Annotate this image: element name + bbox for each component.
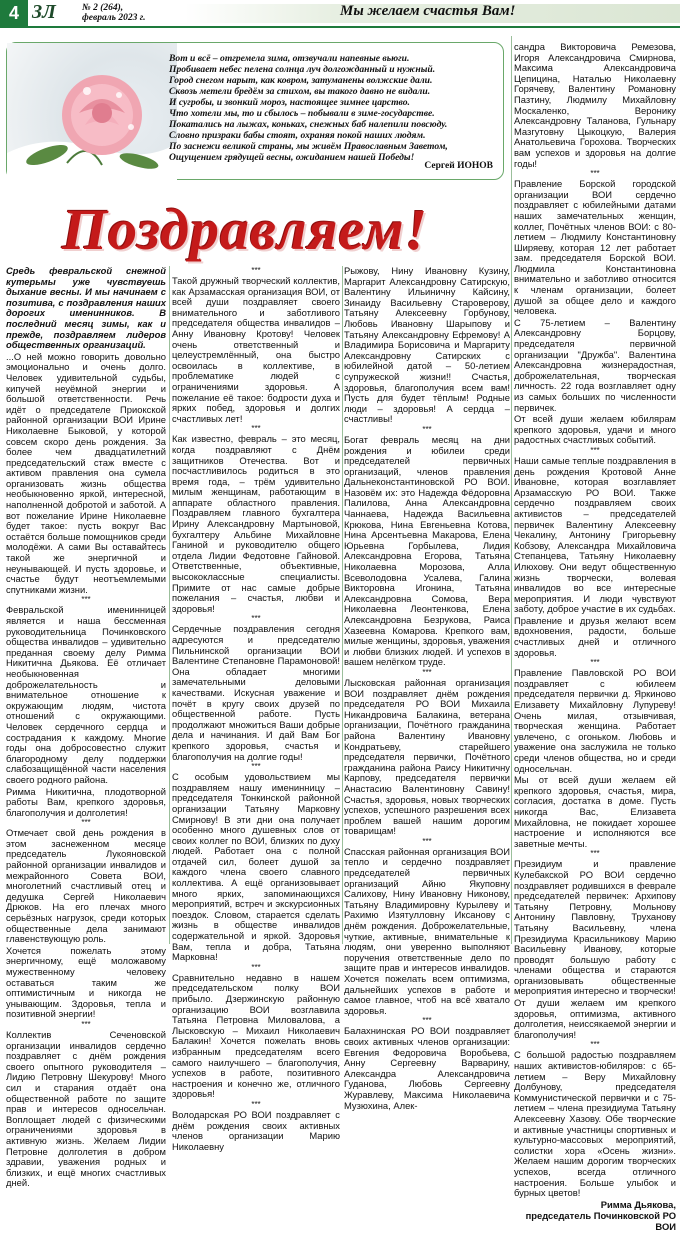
separator-stars: *** bbox=[251, 1099, 261, 1109]
rose-illustration bbox=[7, 43, 177, 181]
article-paragraph: Лысковская районная организация ВОИ поздравляет днём рождения председателя РО ВОИ Михаила Никандровича Балакина, ветерана организации, Почётного гражданина района Валентину Ивановну Кондратьеву, старейшего председателя первички, Почётного гражданина района Раису Никитичну Карпову, председателя первички Анастасию Валентиновну Савину! Счастья, здоровья, новых творческих успехов, успешного разрешения всех проблем вашей нашим дорогим товарищам! bbox=[344, 676, 510, 837]
article-paragraph: ...О ней можно говорить довольно эмоционально и очень долго. Человек удивительной судьбы, кипучей неуёмной энергии и большой ответственности. Речь идёт о председателе Приокской районной организации ВОИ Ирине Николаевне Быковой, у которой совсем скоро день рождения. За более чем двадцатилетний председательский стаж вместе с активом правления она сумела организовать жизнь общества необыкновенно яркой, интересной, наполненной добротой и заботой. А вот пожелание Ирине Николаевне будет такое: пусть вокруг Вас остаётся больше помощников среди молодёжи. А сами Вы оставайтесь такой же энергичной и неунывающей. И пусть здоровье, и счастье будут неотъемлемыми спутниками жизни. bbox=[6, 350, 166, 595]
poem-text bbox=[169, 53, 501, 163]
rose-photo bbox=[7, 43, 177, 181]
poem-author: Сергей ИОНОВ bbox=[424, 161, 493, 171]
intro-paragraph: Средь февральской снежной кутерьмы уже чувствуешь дыхание весны. И мы начинаем с позитива, с поздравления наших дорогих именинников. В последний месяц зимы, как и прежде, поздравляем лидеров общественных организаций. bbox=[6, 265, 166, 351]
signature-title: председатель Починковской РО ВОИ bbox=[525, 1210, 676, 1232]
article-paragraph: Как известно, февраль – это месяц, когда поздравляют с Днём защитников Отечества. Вот и посчастливилось родиться в это время года, – трём удивительно милым женщинам, работающим в аппарате областного правления. Поздравляем главного бухгалтера Ирину Александровну Мартыновой, бухгалтеру Альбине Михайловне Ганиной и руководителю общего отдела Лидии Федотовне Гайновой. Ответственные, объективные, высококлассные специалисты. Примите от нас самые добрые пожелания – счастья, любви и здоровья! bbox=[172, 433, 340, 614]
article-paragraph: Балахнинская РО ВОИ поздравляет своих активных членов организации: Евгения Федоровича Воробьева, Анну Сергеевну Варварину, Александра Александровича Гуданова, Любовь Сергеевну Журавлеву, Максима Николаевича Музюхина, Алек- bbox=[344, 1025, 510, 1111]
poem-line: Ощущением грядущей весны, ожиданием нашей Победы! bbox=[169, 152, 415, 163]
separator-stars: *** bbox=[81, 818, 91, 828]
column-2 bbox=[172, 266, 340, 1152]
separator-stars: *** bbox=[422, 1016, 432, 1026]
poem-line: Словно призраки бабы стоят, охраняя покой наших людям. bbox=[169, 130, 426, 141]
issue-number: № 2 (264), bbox=[82, 3, 124, 13]
article-paragraph: Римма Никитична, плодотворной работы Вам, крепкого здоровья, благополучия и долголетия! bbox=[6, 785, 166, 818]
separator-stars: *** bbox=[251, 266, 261, 275]
poem-line: Вот и всё – отгремела зима, отзвучали напевные вьюги. bbox=[169, 53, 410, 64]
separator-stars: *** bbox=[251, 762, 261, 772]
separator-stars: *** bbox=[590, 1040, 600, 1050]
newspaper-logo: ЗЛ bbox=[32, 1, 56, 23]
column-divider bbox=[169, 266, 170, 944]
column-3 bbox=[344, 265, 510, 1111]
issue-info bbox=[82, 3, 146, 23]
poem-box bbox=[6, 42, 504, 180]
poem-line: Покатались на лыжах, коньках, снежных баб налепили повсюду. bbox=[169, 119, 448, 130]
poem-line: И сугробы, и звонкий мороз, настоящее зимнее царство. bbox=[169, 97, 410, 108]
separator-stars: *** bbox=[422, 424, 432, 434]
separator-stars: *** bbox=[422, 836, 432, 846]
header-divider bbox=[0, 26, 680, 28]
signature-name: Римма Дьякова, bbox=[600, 1198, 676, 1210]
separator-stars: *** bbox=[590, 169, 600, 179]
poem-line: Что хотели мы, то и сбылось – побывали в зиме-государстве. bbox=[169, 108, 435, 119]
article-paragraph: С 75-летием – Валентину Александровну Борцову, председателя первичной организации "Дружба". Валентина Александровна жизнерадостная, доброжелательная, творческая личность. 22 года возглавляет одну из самых больших по численности первичек. bbox=[514, 316, 676, 413]
page-header bbox=[0, 0, 680, 26]
article-paragraph: сандра Викторовича Ремезова, Игоря Александровича Смирнова, Максима Александровича Цепицина, Наталью Николаевну Горячеву, Валентину Романовну Пазтину, Людмилу Михайловну Москаленко, Веронику Александровну Таланова, Гульнару Мазгутовну Цыкоцкую, Валерия Анатольевича Горохова. Творческих вам успехов и здоровья на долгие годы! bbox=[514, 41, 676, 169]
article-paragraph: Февральской именинницей является и наша бессменная руководительница Починковского общества инвалидов – удивительно преданная своему делу Римма Никитична Дьякова. Её отличает необыкновенная доброжелательность и внимательное отношение к окружающим людям, чистота отношений с окружающими. Человек сердечного сердца и сострадания к каждому. Многие годы она добросовестно служит благородному делу поддержки слабозащищённой части населения своего родного района. bbox=[6, 604, 166, 785]
article-paragraph: Хочется пожелать этому энергичному, ещё моложавому мужественному человеку оставаться таким же оптимистичным и никогда не унывающим. Здоровья, тепла и позитивной энергии! bbox=[6, 944, 166, 1020]
article-paragraph: Наши самые теплые поздравления в день рождения Кротовой Анне Ивановне, которая возглавляет Арзамасскую РО ВОИ. Также сердечно поздравляем своих активистов – председателей первичек Валентину Алексеевну Чекалину, Антонину Григорьевну Кобзову, Александра Михайловича Степанцева, Татьяну Николаевну Илюхову. Они ведут общественную жизнь творчески, волевая инвалидов во все интересные мероприятия. И люди чувствуют заботу, доброе участие в их судьбах. bbox=[514, 454, 676, 615]
separator-stars: *** bbox=[251, 424, 261, 434]
article-paragraph: Сравнительно недавно в нашем председательском полку ВОИ прибыло. Дзержинскую районную организацию ВОИ возглавила Татьяна Петровна Миловалова, а Лысковскую – Михаил Николаевич Балакин! Хочется пожелать вновь избранным председателям всего самого наилучшего – благополучия, успехов в работе, позитивного настроения и конечно же, отличного здоровья! bbox=[172, 971, 340, 1100]
poem-line: Город снегом нарыт, как ковром, затуманены волжские дали. bbox=[169, 75, 433, 86]
separator-stars: *** bbox=[81, 595, 91, 605]
column-4 bbox=[514, 41, 676, 1232]
article-paragraph: Спасская районная организация ВОИ тепло и сердечно поздравляет председателей первичных организаций Айню Якуповну Салихову, Нину Ивановну Никонову, Татьяну Владимировну Курылеву и Рахимю Изятулловну Иксанову с днём рождения. Доброжелательные, чуткие, активные, внимательные к людям, они уверенно выполняют поручения ответственные дело по защите прав и интересов инвалидов. Хочется пожелать всем оптимизма, дальнейших успехов в работе и самое главное, чтоб на всё хватало здоровья. bbox=[344, 845, 510, 1016]
separator-stars: *** bbox=[251, 962, 261, 972]
article-paragraph: Правление и друзья желают всем вдохновения, радости, больше счастливых дней и отличного здоровья. bbox=[514, 614, 676, 658]
article-paragraph: Отмечает свой день рождения в этом заснеженном месяце председатель Лукояновской районной организации инвалидов и межрайонного Совета ВОИ, многолетний счастливый отец и дедушка Сергей Николаевич Дрюков. На его плечах много серьёзных нагрузок, среди которых общественные дела занимают главенствующую роль. bbox=[6, 827, 166, 945]
article-paragraph: Коллектив Сеченовской организации инвалидов сердечно поздравляет с днём рождения своего опытного руководителя – Лидию Петровну Шекурову! Много сил и старания отдаёт она общественной работе по защите прав и интересов односельчан. Воплощает людей с физическими ограничениями здоровья в активную жизнь. Желаем Лидии Петровне долголетия в добром здравии, уважения родных и близких, и ещё многих счастливых дней. bbox=[6, 1028, 166, 1189]
page-number: 4 bbox=[0, 0, 28, 26]
article-paragraph: От всей души желаем юбилярам крепкого здоровья, удачи и много радостных счастливых событий. bbox=[514, 413, 676, 446]
column-1 bbox=[6, 265, 166, 1189]
separator-stars: *** bbox=[422, 667, 432, 677]
separator-stars: *** bbox=[81, 1019, 91, 1029]
column-divider bbox=[511, 36, 512, 944]
congratulations-banner: Поздравляем! bbox=[62, 197, 429, 262]
article-paragraph: Володарская РО ВОИ поздравляет с днём рождения своих активных членов организации Марию Николаевну bbox=[172, 1108, 340, 1152]
article-paragraph: Правление Павловской РО ВОИ поздравляет с юбилеем председателя первички д. Яркиново Елизавету Михайловну Лупуреву! Очень милая, отзывчивая, творческая женщина. Работает увлечено, с огоньком. Любовь и уважение она заслужила не только среди членов общества, но и среди односельчан. bbox=[514, 667, 676, 774]
article-paragraph: Правление Борской городской организации ВОИ сердечно поздравляет с юбилейными датами наших замечательных женщин, коллег, Почётных членов ВОИ: с 80-летием – Людмилу Константиновну Ширяеву, которая 12 лет работает зам. председателя Борской ВОИ. Людмила Константиновна внимательно и заботливо относится к членам организации, болеет душой за общее дело и каждого человека. bbox=[514, 178, 676, 317]
column-divider bbox=[342, 266, 343, 944]
article-paragraph: От души желаем им крепкого здоровья, оптимизма, активного долголетия, неиссякаемой энергии и благополучия! bbox=[514, 997, 676, 1040]
issue-date: февраль 2023 г. bbox=[82, 13, 146, 23]
article-paragraph: Мы от всей души желаем ей крепкого здоровья, счастья, мира, согласия, достатка в доме. Пусть никогда Вас, Елизавета Михайловна, не покидает хорошее настроение и исполняются все заветные мечты. bbox=[514, 774, 676, 849]
poem-line: По заснежи великой страны, мы живём Православным Заветом, bbox=[169, 141, 448, 152]
article-paragraph: С особым удовольствием мы поздравляем нашу именинницу – председателя Тонкинской районной организации Татьяну Марковну Смирнову! В эти дни она получает особенно много душевных слов от своих коллег по ВОИ, близких по духу людей. Работает она с полной отдачей сил, болеет душой за каждого члена своего славного коллектива. А ещё организовывает много ярких, запоминающихся мероприятий, встреч и экскурсионных поездок. Словом, старается сделать жизнь в обществе инвалидов содержательной и яркой. Здоровья Вам, тепла и добра, Татьяна Марковна! bbox=[172, 771, 340, 963]
article-paragraph: Президиум и правление Кулебакской РО ВОИ сердечно поздравляет родившихся в феврале председателей первичек: Архипову Татьяну Петровну, Мольнову Антонину Павловну, Труханову Татьяну Васильевну, члена Президиума Красильникову Марию Васильевну Иванову, которые проводят большую работу с членами общества и стараются организовывать общественные мероприятия интересно и творчески! bbox=[514, 858, 676, 997]
article-paragraph: С большой радостью поздравляем наших активистов-юбиляров: с 65-летием – Веру Михайловну Долбунову, председателя Коммунистической первички и с 75-летием – члена президиума Татьяну Алексеевну Хазову. Обе творческие и активные участницы спортивных и культурно-массовых мероприятий, солистки хора «Осень жизни». Желаем нашим дорогим творческих успехов, всегда отличного настроения. Больше улыбок и бурных цветов! bbox=[514, 1049, 676, 1199]
poem-line: Сквозь метели бредём за стихом, вы такого давно не видали. bbox=[169, 86, 431, 97]
article-paragraph: Рыжову, Нину Ивановну Кузину, Маргарит Александровну Сатирскую, Валентину Ильиничну Кайсину, Зинаиду Васильевну Староверову, Татьяну Алексеевну Горбунову, Любовь Ивановну Шарыпову и Татьяну Александровну Ефремову! А Владимира Борисовича и Маргариту Александровну Сатирских с юбилейной датой – 50-летием супружеской жизни!! Счастья, здоровья, благополучия всем вам! Пусть для будет тёплым! Родные люди – здоровья! А сердца – счастливы! bbox=[344, 265, 510, 425]
poem-line: Пробивает небес пелена солнца луч долгожданный и нужный. bbox=[169, 64, 436, 75]
separator-stars: *** bbox=[590, 445, 600, 455]
article-paragraph: Такой дружный творческий коллектив, как Арзамасская организация ВОИ, от всей души поздравляет своего внимательного и заботливого председателя общества инвалидов – Анну Ивановну Кротову! Человек очень ответственный и целеустремлённый, она быстро освоилась в коллективе, в проблематике людей с ограничениями здоровья. А пожелание её такое: бодрости духа и ярких побед, здоровья и долгих счастливых лет! bbox=[172, 275, 340, 424]
section-title: Мы желаем счастья Вам! bbox=[340, 3, 516, 19]
separator-stars: *** bbox=[590, 658, 600, 668]
separator-stars: *** bbox=[251, 614, 261, 624]
separator-stars: *** bbox=[590, 849, 600, 859]
article-paragraph: Богат февраль месяц на дни рождения и юбилеи среди председателей первичных организаций, членов правления Дальнеконстантиновской РО ВОИ. Назовём их: это Надежда Фёдоровна Палилова, Анна Александровна Чаннаева, Надежда Васильевна Крюкова, Нина Евгеньевна Котова, Нина Арсентьевна Макарова, Елена Юрьевна Горбылева, Лидия Александровна Егорова, Татьяна Николаевна Морозова, Алла Всеволодовна Усалева, Галина Викторовна Игонина, Татьяна Александровна Сомова, Вера Николаевна Леонтенкова, Елена Александровна Безрукова, Раиса Хазеевна Комарова. Крепкого вам, милые женщины, здоровья, уважения и любви близких людей. И успехов в вашем нелёгком труде. bbox=[344, 433, 510, 668]
article-paragraph: Сердечные поздравления сегодня адресуются и председателю Пильнинской организации ВОИ Валентине Степановне Парамоновой! Она обладает многими замечательными деловыми качествами. Искусная уважение и почёт в кругу своих друзей по общественной работе. Пусть продолжают множиться Ваши добрые дела и начинания. И дай Вам Бог крепкого здоровья, счастья и благополучия на долгие годы! bbox=[172, 623, 340, 762]
